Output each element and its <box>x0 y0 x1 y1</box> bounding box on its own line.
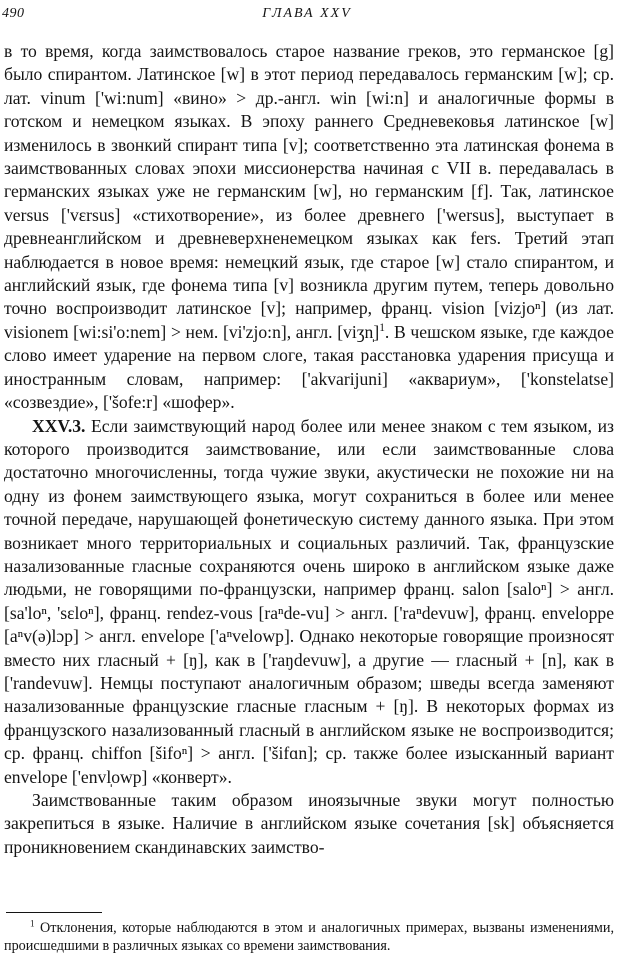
footnote-reference: 1 <box>379 322 385 335</box>
running-title: ГЛАВА XXV <box>262 6 352 21</box>
footnote-text: Отклонения, которые наблюдаются в этом и аналогичных примерах, вызваны изменениями, происшедшими в различных языках со времени заимствования. <box>4 920 614 954</box>
page-header <box>2 6 612 26</box>
main-text <box>4 40 614 859</box>
closing-paragraph: Заимствованные таким образом иноязычные звуки могут полностью закрепиться в языке. Наличие в английском языке сочетания [sk] объясняется проникновением скандинавских заимство- <box>4 790 614 857</box>
footnote-marker: 1 <box>30 918 35 929</box>
paragraph-1 <box>4 40 614 415</box>
section-number: XXV.3. <box>32 415 86 436</box>
footnote <box>4 919 614 955</box>
section-text: Если заимствующий народ более или менее знаком с тем языком, из которого производится заимствование, или если заимствованные слова достаточно многочисленны, тогда чужие звуки, акустически не похожие ни на одну из фонем заимствующего языка, могут сохраниться в более или менее точной передаче, нарушающей фонетическую систему данного языка. При этом возникает много территориальных и социальных различий. Так, французские назализованные гласные сохраняются очень широко в английском языке даже людьми, не говорящими по-французски, например франц. salon [saloⁿ] > англ. [sa'loⁿ, 'sɛloⁿ], франц. rendez-vous [rаⁿde-vu] > англ. ['rаⁿdevuw], франц. enveloppe [аⁿv(ə)lɔp] > англ. envelope ['аⁿvelowp]. Однако некоторые говорящие произносят вместо них гласный + [ŋ], как в ['raŋdevuw], а другие — гласный + [n], как в ['randevuw]. Немцы поступают аналогичным образом; шведы всегда заменяют назализованные французские гласные гласным + [ŋ]. В некоторых формах из французского назализованный гласный в английском языке не воспроизводится; ср. франц. chiffon [šifoⁿ] > англ. ['šifɑn]; ср. также более изысканный вариант envelope ['envl̩owp] «конверт». <box>4 415 614 787</box>
paragraph-1-continuation: имеет ударение на первом слоге, такая расстановка ударения присуща и иностранным словам, например: ['akvarijuni] «аквариум», ['konstelatse] «созвездие», ['šofe:r] «шофер». <box>4 345 614 413</box>
page-number: 490 <box>2 6 25 21</box>
paragraph-1-text: в то время, когда заимствовалось старое название греков, это германское [g] было спирантом. Латинское [w] в этот период передавалось германским [w]; ср. лат. vinum ['wi:num] «вино» > др.-англ. win [wi:n] и аналогичные формы в готском и немецком языках. В эпоху раннего Средневековья латинское [w] изменилось в звонкий спирант типа [v]; соответственно эта латинская фонема в заимствованных словах эпохи миссионерства начиная с VII в. передавалась в германских языках уже не германским [w], но германским [f]. Так, латинское versus ['vɛrsus] «стихотворение», из более древнего ['wersus], выступает в древнеанглийском и древневерхненемецком языках как fers. Третий этап наблюдается в новое время: немецкий язык, где старое [w] стало спирантом, и английский язык, где фонема типа [v] возникла другим путем, теперь довольно точно воспроизводит латинское [v]; например, франц. vision [vizjoⁿ] (из лат. visionem [wi:si'o:nem] > нем. [vi'zjo:n], англ. [viʒn̩] <box>4 41 614 342</box>
footnote-divider <box>6 912 102 913</box>
section-paragraph <box>4 415 614 790</box>
paragraph-1-tail: . В чешском языке, где каждое слово <box>4 321 614 366</box>
